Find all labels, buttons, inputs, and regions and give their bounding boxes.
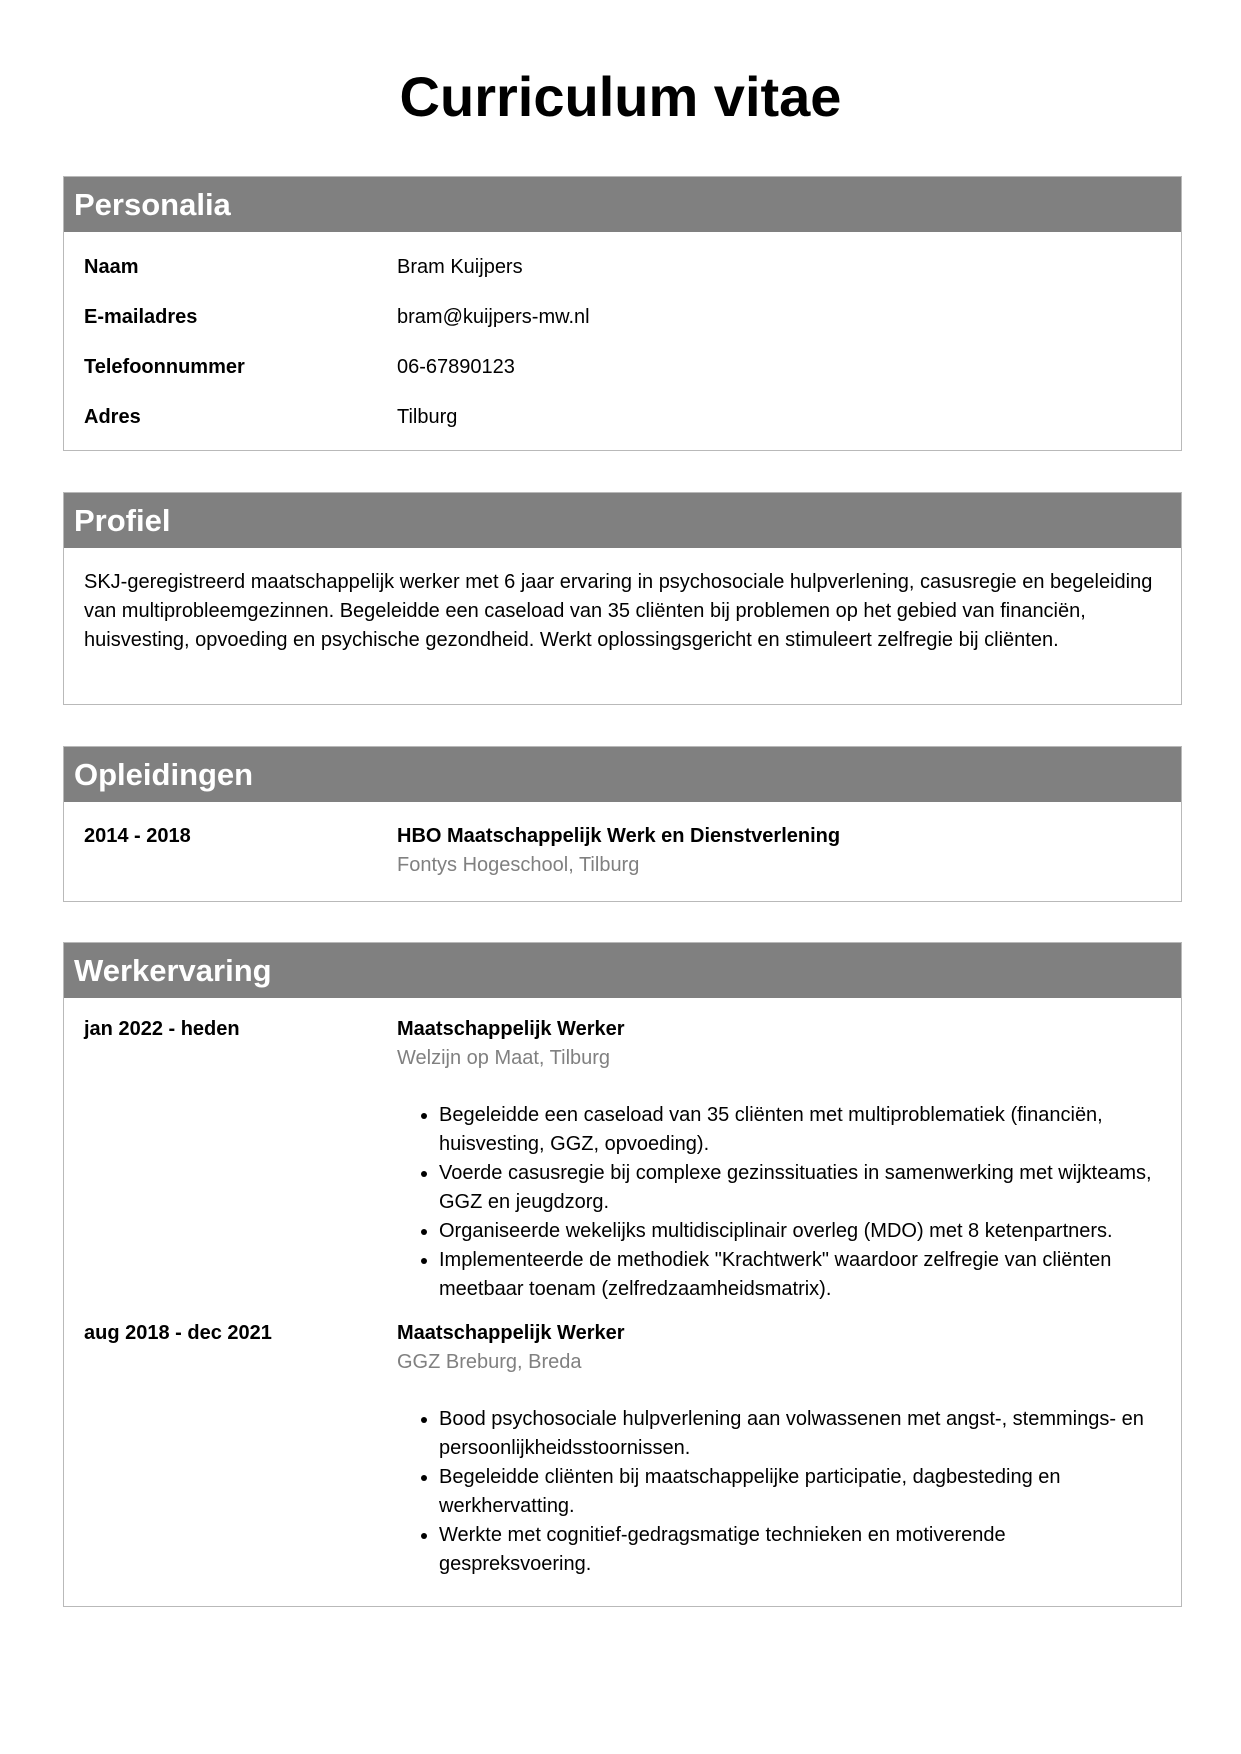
section-heading-personalia: Personalia [64, 177, 1181, 232]
profiel-body [64, 548, 1181, 675]
education-content [397, 822, 1161, 880]
work-content [397, 1319, 1161, 1579]
work-employer: GGZ Breburg, Breda [397, 1351, 582, 1373]
personalia-value: bram@kuijpers-mw.nl [397, 306, 590, 328]
work-bullet: • Begeleidde cliënten bij maatschappelijke participatie, dagbesteding en werkhervatting. [439, 1463, 1161, 1521]
section-profiel [63, 492, 1182, 705]
werkervaring-body [64, 998, 1181, 1599]
education-title: HBO Maatschappelijk Werk en Dienstverlening [397, 825, 841, 847]
work-bullet: • Begeleidde een caseload van 35 cliënten met multiproblematiek (financiën, huisvesting, GGZ, opvoeding). [439, 1101, 1161, 1159]
work-bullets [397, 1101, 1161, 1304]
section-personalia [63, 176, 1182, 451]
personalia-body [64, 232, 1181, 468]
work-bullet: • Bood psychosociale hulpverlening aan volwassenen met angst-, stemmings- en persoonlijkheidsstoornissen. [439, 1405, 1161, 1463]
personalia-row-adres [84, 398, 1161, 448]
personalia-value: Bram Kuijpers [397, 256, 523, 278]
work-content [397, 1015, 1161, 1304]
work-bullet: • Implementeerde de methodiek "Krachtwerk" waardoor zelfregie van cliënten meetbaar toenam (zelfredzaamheidsmatrix). [439, 1246, 1161, 1304]
work-bullet: • Werkte met cognitief-gedragsmatige technieken en motiverende gespreksvoering. [439, 1521, 1161, 1579]
personalia-row-naam [84, 248, 1161, 298]
work-bullet: • Voerde casusregie bij complexe gezinssituaties in samenwerking met wijkteams, GGZ en jeugdzorg. [439, 1159, 1161, 1217]
work-period: jan 2022 - heden [84, 1018, 240, 1040]
education-institution: Fontys Hogeschool, Tilburg [397, 854, 640, 876]
section-heading-opleidingen: Opleidingen [64, 747, 1181, 802]
personalia-label: Adres [84, 406, 141, 428]
education-entry [84, 822, 1161, 880]
personalia-label: Naam [84, 256, 139, 278]
work-bullet: • Organiseerde wekelijks multidisciplinair overleg (MDO) met 8 ketenpartners. [439, 1217, 1161, 1246]
personalia-value: Tilburg [397, 406, 458, 428]
work-title: Maatschappelijk Werker [397, 1322, 625, 1344]
work-period: aug 2018 - dec 2021 [84, 1322, 272, 1344]
page-title: Curriculum vitae [399, 65, 842, 128]
section-heading-werkervaring: Werkervaring [64, 943, 1181, 998]
profile-text: SKJ-geregistreerd maatschappelijk werker met 6 jaar ervaring in psychosociale hulpverlening, casusregie en begeleiding van multiprobleemgezinnen. Begeleidde een caseload van 35 cliënten bij problemen op het gebied van financiën, huisvesting, opvoeding en psychische gezondheid. Werkt oplossingsgericht en stimuleert zelfregie bij cliënten. [84, 571, 1153, 651]
section-werkervaring [63, 942, 1182, 1607]
section-heading-profiel: Profiel [64, 493, 1181, 548]
opleidingen-body [64, 802, 1181, 900]
personalia-row-email [84, 298, 1161, 348]
education-period: 2014 - 2018 [84, 825, 191, 847]
section-opleidingen [63, 746, 1182, 902]
work-bullets [397, 1405, 1161, 1579]
work-entry [84, 1015, 1161, 1304]
personalia-label: E-mailadres [84, 306, 198, 328]
work-employer: Welzijn op Maat, Tilburg [397, 1047, 611, 1069]
personalia-value: 06-67890123 [397, 356, 515, 378]
personalia-row-telefoon [84, 348, 1161, 398]
work-title: Maatschappelijk Werker [397, 1018, 625, 1040]
personalia-label: Telefoonnummer [84, 356, 245, 378]
work-entry [84, 1319, 1161, 1579]
